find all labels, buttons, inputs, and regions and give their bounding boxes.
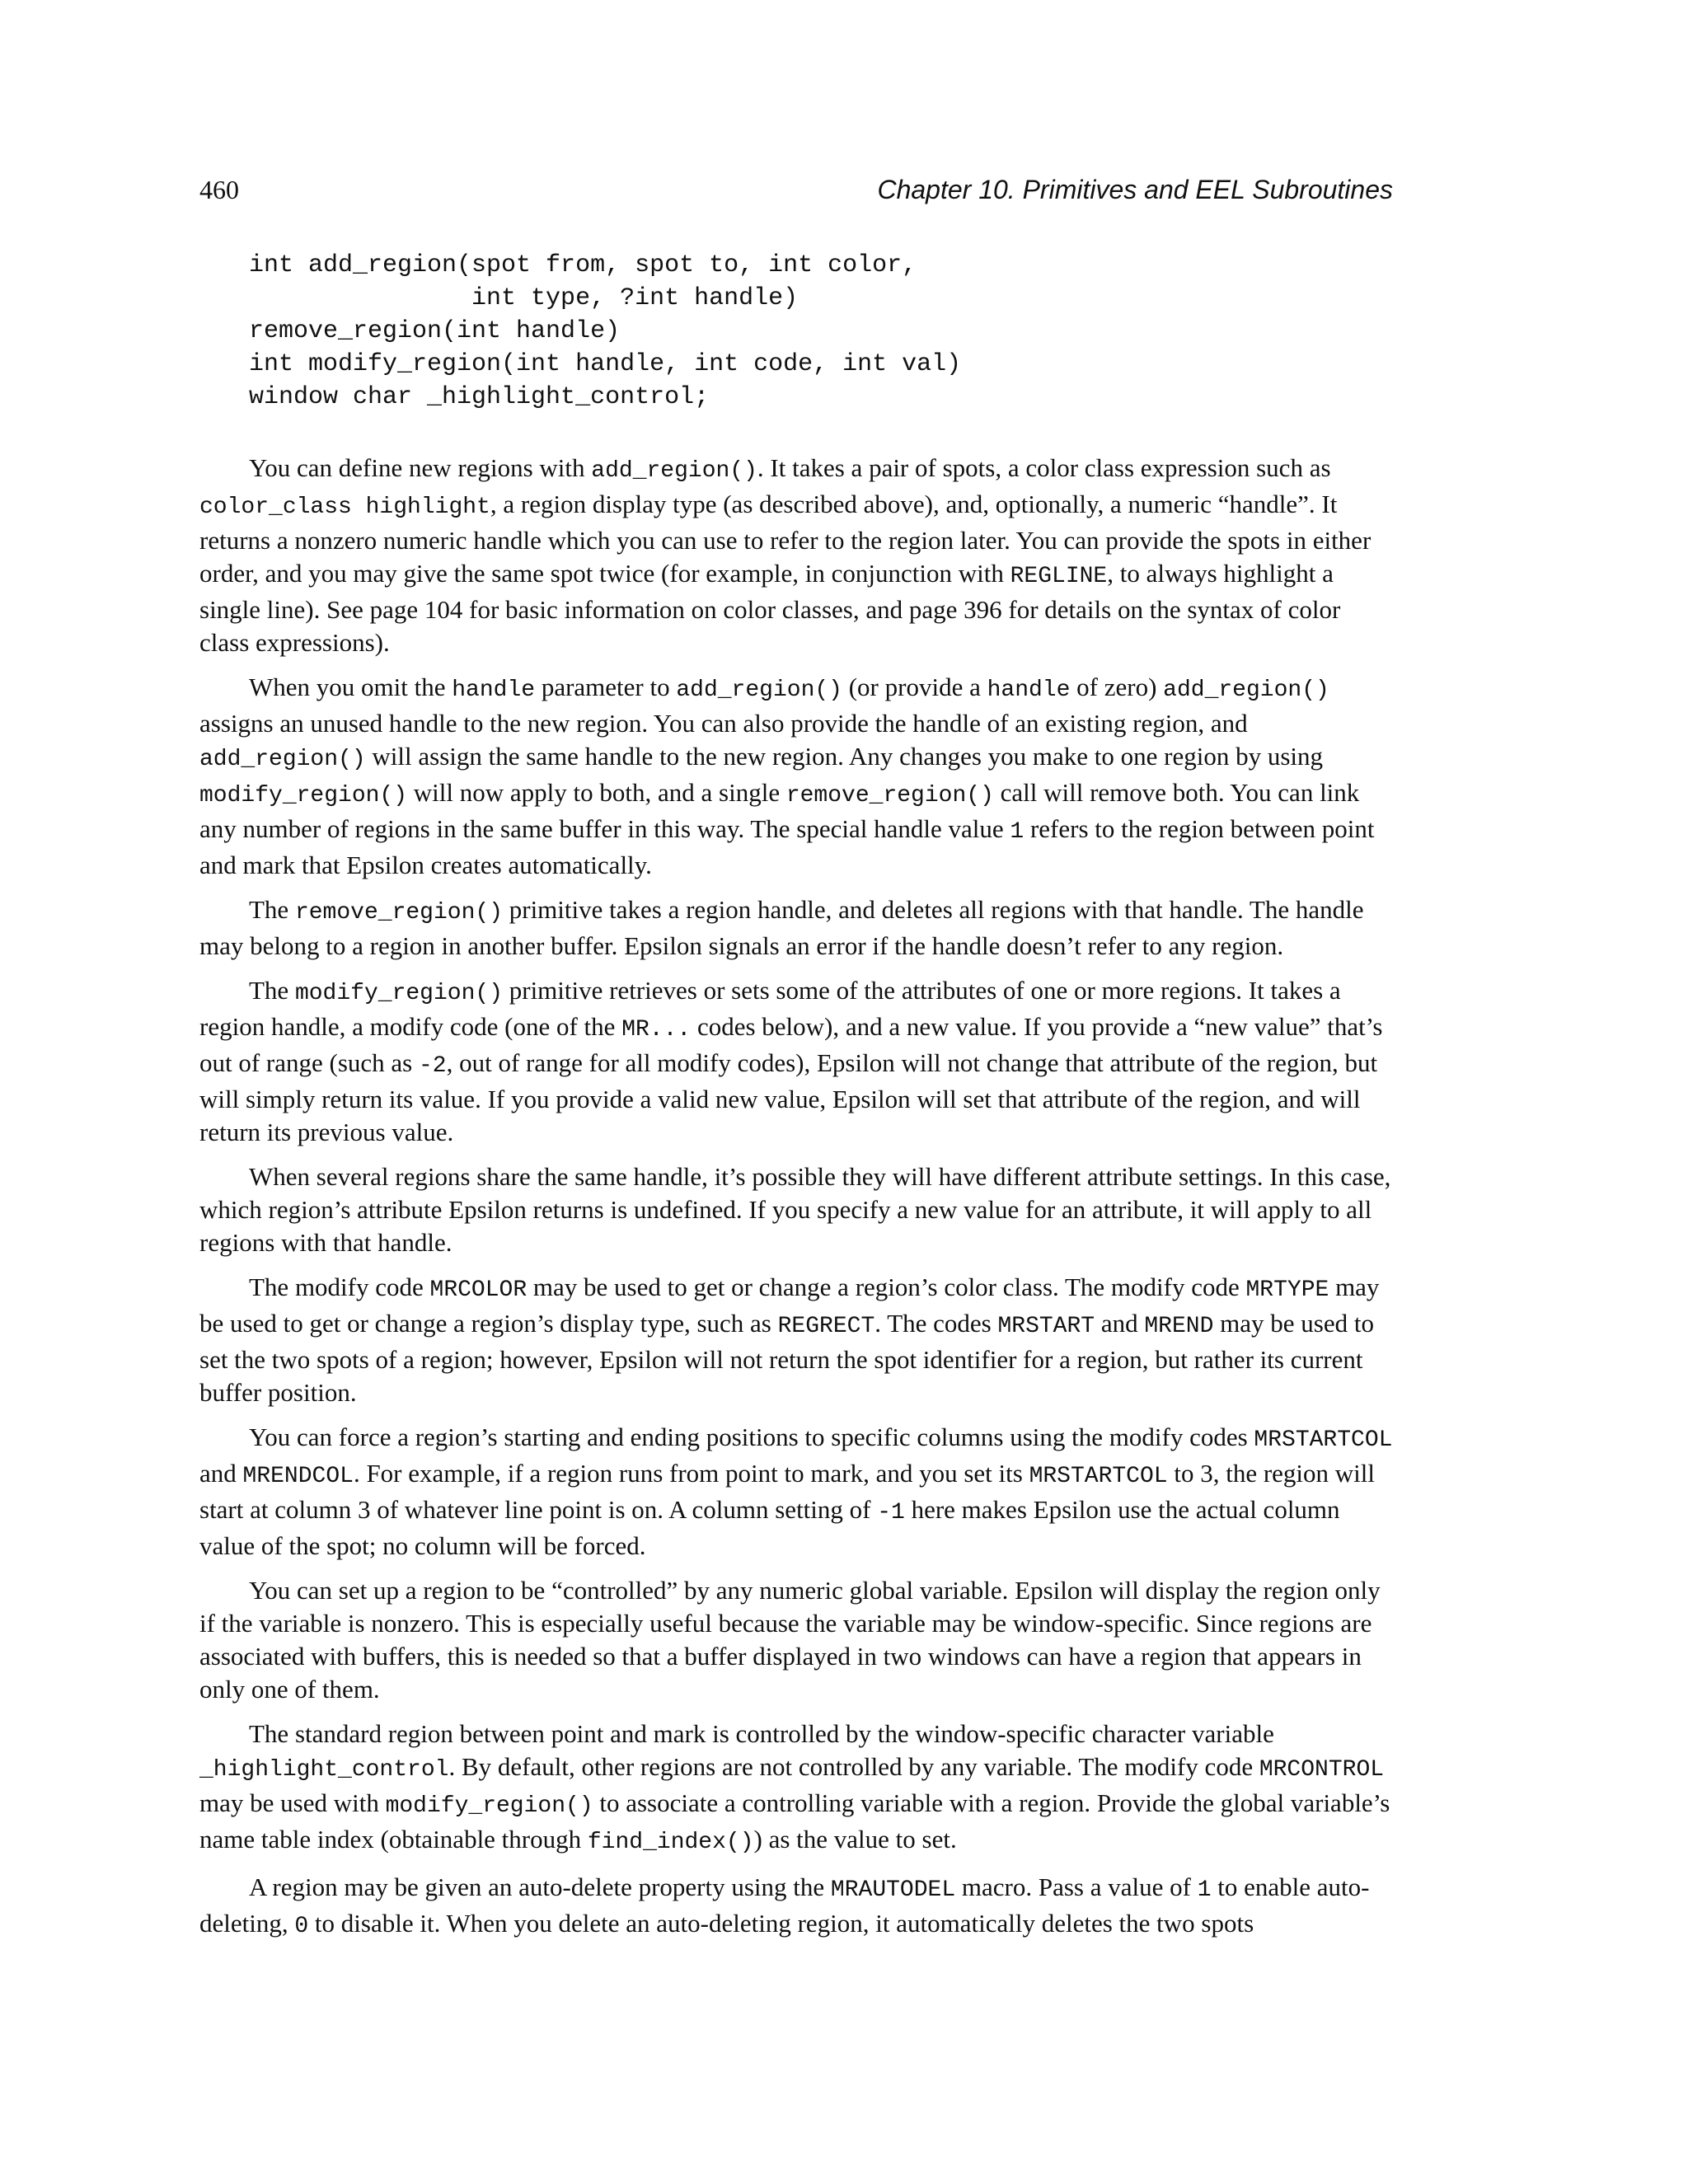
inline-code: -1 (877, 1500, 905, 1526)
inline-code: MR... (621, 1017, 692, 1043)
inline-code: MRCOLOR (429, 1277, 528, 1303)
inline-code: MRTYPE (1245, 1277, 1329, 1303)
text-run: . It takes a pair of spots, a color class expression such as (757, 453, 1331, 482)
text-run: will now apply to both, and a single (407, 778, 786, 807)
inline-code: MRAUTODEL (830, 1877, 956, 1903)
paragraph (199, 974, 1393, 1149)
text-run: may be used to set the two spots of a region; however, Epsilon will not return the spot identifier for a region, but rather its current buffer position. (199, 1309, 1374, 1407)
text-run: will assign the same handle to the new region. Any changes you make to one region by using (365, 742, 1324, 771)
inline-code: remove_region() (785, 783, 994, 808)
text-run: You can force a region’s starting and ending positions to specific columns using the modify codes (249, 1422, 1254, 1451)
inline-code: find_index() (587, 1830, 754, 1855)
inline-code: color_class highlight (199, 494, 490, 520)
code-line: int add_region(spot from, spot to, int color, (249, 251, 917, 279)
text-run: The modify code (249, 1272, 430, 1301)
page-number: 460 (199, 175, 239, 204)
inline-code: MRSTARTCOL (1254, 1427, 1393, 1453)
text-run: refers to the region between point and mark that Epsilon creates automatically. (199, 814, 1375, 879)
inline-code: remove_region() (294, 900, 503, 926)
inline-code: REGRECT (777, 1314, 875, 1339)
code-block (249, 249, 961, 414)
text-run: codes below), and a new value. If you provide a “new value” that’s out of range (such as (199, 1012, 1383, 1077)
text-run: of zero) (1070, 673, 1164, 701)
text-run: parameter to (535, 673, 677, 701)
running-title: Chapter 10. Primitives and EEL Subroutines (877, 175, 1393, 204)
text-run: , a region display type (as described above), and, optionally, a numeric “handle”. It returns a nonzero numeric handle which you can use to refer to the region later. You can provide the spots in either order, and you may give the same spot twice (for example, in conjunction with (199, 490, 1372, 588)
inline-code: handle (987, 677, 1071, 703)
inline-code: REGLINE (1010, 564, 1108, 589)
text-run: may be used to get or change a region’s display type, such as (199, 1272, 1380, 1338)
inline-code: -2 (419, 1053, 447, 1079)
paragraph (199, 1574, 1393, 1706)
text-run: . The codes (874, 1309, 998, 1338)
text-run: to disable it. When you delete an auto-deleting region, it automatically deletes the two spots (308, 1909, 1254, 1938)
code-line: window char _highlight_control; (249, 383, 710, 411)
text-run: , to always highlight a single line). See page 104 for basic information on color classes, and page 396 for details on the syntax of color class expressions). (199, 559, 1341, 657)
text-run: assigns an unused handle to the new region. You can also provide the handle of an existing region, and (199, 709, 1248, 738)
text-run: ) as the value to set. (753, 1825, 957, 1854)
text-run: and (1095, 1309, 1145, 1338)
text-run: A region may be given an auto-delete property using the (249, 1872, 831, 1901)
inline-code: add_region() (591, 458, 757, 484)
inline-code: modify_region() (294, 981, 503, 1006)
text-run: to enable auto-deleting, (199, 1872, 1370, 1938)
inline-code: MRCONTROL (1259, 1757, 1385, 1783)
text-run: here makes Epsilon use the actual column value of the spot; no column will be forced. (199, 1495, 1340, 1560)
paragraph (199, 671, 1393, 882)
inline-code: MREND (1144, 1314, 1214, 1339)
code-line: int modify_region(int handle, int code, int val) (249, 350, 962, 378)
inline-code: add_region() (1163, 677, 1329, 703)
inline-code: add_region() (199, 747, 366, 772)
text-run: You can define new regions with (249, 453, 592, 482)
inline-code: 0 (294, 1914, 309, 1939)
text-run: The standard region between point and mark is controlled by the window-specific character variable (249, 1719, 1274, 1748)
paragraph (199, 1421, 1393, 1563)
text-run: , out of range for all modify codes), Epsilon will not change that attribute of the region, but will simply return its value. If you provide a valid new value, Epsilon will set that attribute of the region, and will return its previous value. (199, 1048, 1378, 1146)
text-run: to 3, the region will start at column 3 of whatever line point is on. A column setting of (199, 1459, 1375, 1524)
text-run: The (249, 895, 295, 924)
code-line: remove_region(int handle) (249, 317, 621, 345)
text-run: You can set up a region to be “controlled” by any numeric global variable. Epsilon will display the region only if the variable is nonzero. This is especially useful because the variable may be window-specific. Since regions are associated with buffers, this is needed so that a buffer displayed in two windows can have a region that appears in only one of them. (199, 1576, 1381, 1704)
text-run: primitive takes a region handle, and deletes all regions with that handle. The handle may belong to a region in another buffer. Epsilon signals an error if the handle doesn’t refer to any region. (199, 895, 1364, 960)
text-run: may be used with (199, 1788, 386, 1817)
text-run: When several regions share the same handle, it’s possible they will have different attribute settings. In this case, which region’s attribute Epsilon returns is undefined. If you specify a new value for an attribute, it will apply to all regions with that handle. (199, 1162, 1391, 1257)
inline-code: _highlight_control (199, 1757, 449, 1783)
inline-code: MRSTARTCOL (1029, 1464, 1168, 1489)
text-run: When you omit the (249, 673, 452, 701)
paragraph (199, 1718, 1393, 1859)
inline-code: 1 (1010, 819, 1025, 845)
paragraph (199, 1160, 1393, 1259)
inline-code: add_region() (676, 677, 842, 703)
page-header (199, 170, 1393, 209)
paragraph (199, 1271, 1393, 1409)
inline-code: 1 (1197, 1877, 1212, 1903)
text-run: macro. Pass a value of (955, 1872, 1198, 1901)
text-run: to associate a controlling variable with a region. Provide the global variable’s name table index (obtainable through (199, 1788, 1390, 1854)
text-run: . By default, other regions are not controlled by any variable. The modify code (448, 1752, 1259, 1781)
code-line: int type, ?int handle) (249, 284, 799, 312)
paragraph (199, 452, 1393, 659)
paragraph (199, 893, 1393, 963)
paragraph (199, 1871, 1393, 1943)
text-run: and (199, 1459, 243, 1488)
text-run: call will remove both. You can link any number of regions in the same buffer in this way. The special handle value (199, 778, 1360, 843)
inline-code: MRENDCOL (242, 1464, 354, 1489)
inline-code: modify_region() (199, 783, 408, 808)
text-run: . For example, if a region runs from point to mark, and you set its (353, 1459, 1029, 1488)
inline-code: handle (452, 677, 536, 703)
text-run: may be used to get or change a region’s color class. The modify code (527, 1272, 1246, 1301)
body-text (199, 452, 1393, 1955)
inline-code: modify_region() (385, 1793, 593, 1819)
text-run: primitive retrieves or sets some of the attributes of one or more regions. It takes a region handle, a modify code (one of the (199, 976, 1341, 1041)
inline-code: MRSTART (997, 1314, 1095, 1339)
text-run: The (249, 976, 295, 1005)
text-run: (or provide a (842, 673, 987, 701)
